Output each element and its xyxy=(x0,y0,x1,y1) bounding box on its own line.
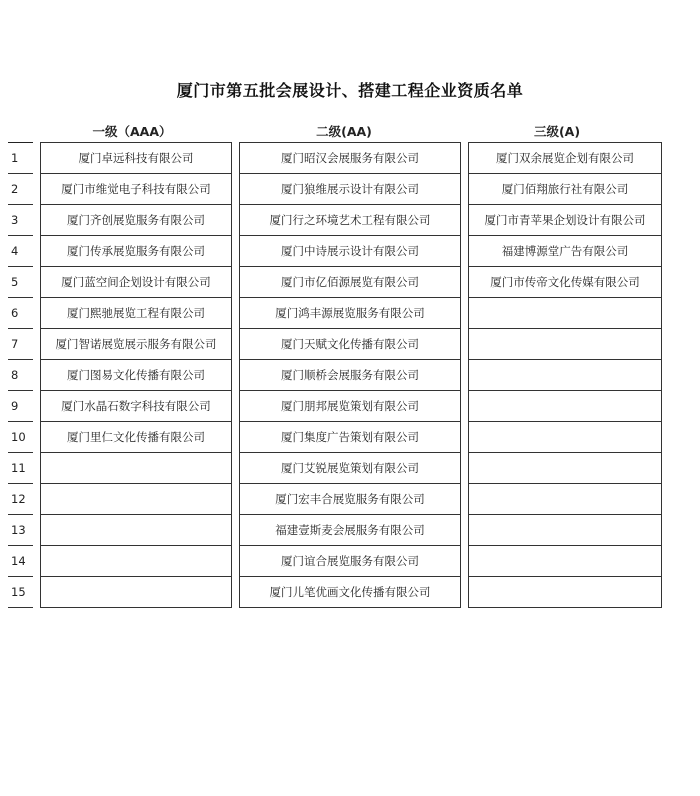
table-row xyxy=(8,174,662,205)
table-row xyxy=(8,205,662,236)
level-3-company-cell xyxy=(469,329,662,360)
level-3-company-cell xyxy=(469,453,662,484)
column-header-level-3: 三级(A) xyxy=(533,124,581,139)
column-gap xyxy=(33,205,41,236)
column-gap xyxy=(33,360,41,391)
column-gap xyxy=(33,546,41,577)
table-row xyxy=(8,577,662,608)
column-gap xyxy=(33,422,41,453)
column-gap xyxy=(461,391,469,422)
column-gap xyxy=(461,174,469,205)
column-gap xyxy=(461,453,469,484)
column-gap xyxy=(33,484,41,515)
column-gap xyxy=(232,515,240,546)
column-gap xyxy=(232,329,240,360)
table-row xyxy=(8,143,662,174)
level-1-company-cell: 厦门水晶石数字科技有限公司 xyxy=(41,391,232,422)
column-gap xyxy=(232,453,240,484)
level-1-company-cell: 厦门熙驰展览工程有限公司 xyxy=(41,298,232,329)
level-2-company-cell: 厦门鸿丰源展览服务有限公司 xyxy=(240,298,461,329)
row-number: 11 xyxy=(8,453,33,484)
level-3-company-cell xyxy=(469,298,662,329)
column-gap xyxy=(232,174,240,205)
table-row xyxy=(8,546,662,577)
row-number: 14 xyxy=(8,546,33,577)
column-gap xyxy=(232,391,240,422)
level-1-company-cell xyxy=(41,453,232,484)
page-title: 厦门市第五批会展设计、搭建工程企业资质名单 xyxy=(176,81,524,100)
level-2-company-cell: 厦门儿笔优画文化传播有限公司 xyxy=(240,577,461,608)
column-gap xyxy=(232,298,240,329)
column-gap xyxy=(461,267,469,298)
level-3-company-cell xyxy=(469,484,662,515)
column-gap xyxy=(232,484,240,515)
level-3-company-cell xyxy=(469,546,662,577)
column-gap xyxy=(232,577,240,608)
row-number: 6 xyxy=(8,298,33,329)
level-2-company-cell: 厦门顺桥会展服务有限公司 xyxy=(240,360,461,391)
table-row xyxy=(8,329,662,360)
level-3-company-cell xyxy=(469,577,662,608)
row-number: 9 xyxy=(8,391,33,422)
table-row xyxy=(8,484,662,515)
level-3-company-cell: 福建博源堂广告有限公司 xyxy=(469,236,662,267)
level-2-company-cell: 厦门集度广告策划有限公司 xyxy=(240,422,461,453)
column-gap xyxy=(33,329,41,360)
column-gap xyxy=(232,546,240,577)
level-1-company-cell xyxy=(41,577,232,608)
level-3-company-cell: 厦门双余展览企划有限公司 xyxy=(469,143,662,174)
row-number: 3 xyxy=(8,205,33,236)
level-1-company-cell: 厦门卓远科技有限公司 xyxy=(41,143,232,174)
level-1-company-cell xyxy=(41,484,232,515)
row-number: 1 xyxy=(8,143,33,174)
level-2-company-cell: 厦门狼维展示设计有限公司 xyxy=(240,174,461,205)
table-row xyxy=(8,298,662,329)
column-gap xyxy=(461,236,469,267)
column-gap xyxy=(33,515,41,546)
row-number: 8 xyxy=(8,360,33,391)
column-gap xyxy=(461,577,469,608)
level-2-company-cell: 厦门天赋文化传播有限公司 xyxy=(240,329,461,360)
table-row xyxy=(8,515,662,546)
table-row xyxy=(8,391,662,422)
level-3-company-cell: 厦门市传帝文化传媒有限公司 xyxy=(469,267,662,298)
level-1-company-cell: 厦门齐创展览服务有限公司 xyxy=(41,205,232,236)
column-gap xyxy=(461,143,469,174)
column-gap xyxy=(33,453,41,484)
column-gap xyxy=(461,360,469,391)
level-2-company-cell: 厦门朋邦展览策划有限公司 xyxy=(240,391,461,422)
level-3-company-cell xyxy=(469,391,662,422)
level-2-company-cell: 厦门行之环境艺术工程有限公司 xyxy=(240,205,461,236)
table-row xyxy=(8,236,662,267)
column-gap xyxy=(33,577,41,608)
column-gap xyxy=(232,267,240,298)
level-2-company-cell: 厦门昭汉会展服务有限公司 xyxy=(240,143,461,174)
column-gap xyxy=(461,484,469,515)
table-row xyxy=(8,453,662,484)
column-gap xyxy=(461,205,469,236)
level-2-company-cell: 厦门市亿佰源展览有限公司 xyxy=(240,267,461,298)
level-2-company-cell: 厦门谊合展览服务有限公司 xyxy=(240,546,461,577)
level-1-company-cell: 厦门智诺展览展示服务有限公司 xyxy=(41,329,232,360)
row-number: 12 xyxy=(8,484,33,515)
level-3-company-cell xyxy=(469,515,662,546)
level-1-company-cell xyxy=(41,546,232,577)
column-gap xyxy=(461,422,469,453)
column-gap xyxy=(33,267,41,298)
level-2-company-cell: 厦门宏丰合展览服务有限公司 xyxy=(240,484,461,515)
column-gap xyxy=(232,236,240,267)
column-gap xyxy=(461,546,469,577)
level-3-company-cell: 厦门佰翔旅行社有限公司 xyxy=(469,174,662,205)
row-number: 10 xyxy=(8,422,33,453)
row-number: 15 xyxy=(8,577,33,608)
row-number: 5 xyxy=(8,267,33,298)
column-gap xyxy=(232,143,240,174)
level-2-company-cell: 厦门艾锐展览策划有限公司 xyxy=(240,453,461,484)
level-1-company-cell: 厦门蓝空间企划设计有限公司 xyxy=(41,267,232,298)
row-number: 13 xyxy=(8,515,33,546)
column-gap xyxy=(232,422,240,453)
level-2-company-cell: 福建壹斯麦会展服务有限公司 xyxy=(240,515,461,546)
column-gap xyxy=(232,360,240,391)
row-number: 2 xyxy=(8,174,33,205)
level-1-company-cell xyxy=(41,515,232,546)
level-1-company-cell: 厦门市维觉电子科技有限公司 xyxy=(41,174,232,205)
column-gap xyxy=(461,329,469,360)
column-gap xyxy=(232,205,240,236)
column-gap xyxy=(33,236,41,267)
level-1-company-cell: 厦门里仁文化传播有限公司 xyxy=(41,422,232,453)
column-gap xyxy=(33,298,41,329)
level-3-company-cell xyxy=(469,422,662,453)
column-gap xyxy=(33,391,41,422)
qualification-table xyxy=(8,142,662,608)
column-header-level-2: 二级(AA) xyxy=(316,124,372,139)
level-3-company-cell: 厦门市青苹果企划设计有限公司 xyxy=(469,205,662,236)
row-number: 7 xyxy=(8,329,33,360)
table-row xyxy=(8,267,662,298)
level-1-company-cell: 厦门传承展览服务有限公司 xyxy=(41,236,232,267)
level-3-company-cell xyxy=(469,360,662,391)
column-gap xyxy=(33,143,41,174)
column-header-level-1: 一级（AAA） xyxy=(92,124,172,139)
column-gap xyxy=(461,298,469,329)
table-row xyxy=(8,422,662,453)
row-number: 4 xyxy=(8,236,33,267)
column-gap xyxy=(461,515,469,546)
column-gap xyxy=(33,174,41,205)
level-1-company-cell: 厦门图易文化传播有限公司 xyxy=(41,360,232,391)
level-2-company-cell: 厦门中诗展示设计有限公司 xyxy=(240,236,461,267)
table-row xyxy=(8,360,662,391)
